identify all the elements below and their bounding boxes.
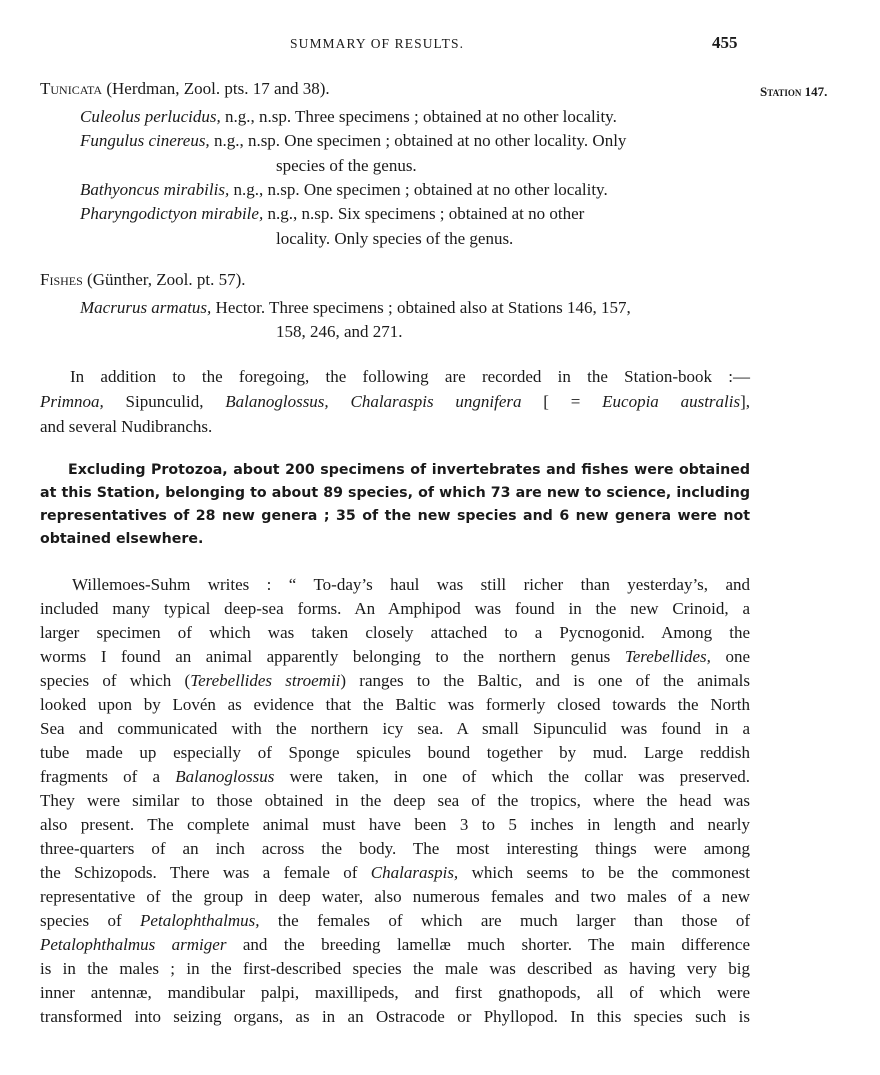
quote-line-8: tube made up especially of Sponge spicules bound together by mud. Large reddish [40, 743, 750, 762]
quote-line-19: transformed into seizing organs, as in an Ostracode or Phyllopod. In this species such is [40, 1007, 750, 1026]
taxon-sipunculid: Sipunculid, [103, 392, 226, 411]
tunicata-entry-2 [80, 131, 626, 151]
taxon-terebellides: Terebellides, [624, 647, 711, 666]
quote-line-7: Sea and communicated with the northern icy sea. A small Sipunculid was found in a [40, 719, 750, 738]
text-run: the Schizopods. There was a female of [40, 863, 371, 882]
summary-line-3: representatives of 28 new genera ; 35 of the new species and 6 new genera were not [40, 508, 750, 524]
fishes-heading [40, 270, 245, 290]
species-note: n.g., n.sp. One specimen ; obtained at no other locality. [233, 180, 608, 199]
text-run: were taken, in one of which the collar was preserved. [274, 767, 751, 786]
species-name: Macrurus armatus, [80, 298, 212, 317]
text-run: species of [40, 911, 141, 930]
tunicata-heading-title: Tunicata [40, 79, 103, 98]
addition-line-3: and several Nudibranchs. [40, 417, 213, 436]
quote-line-17: is in the males ; in the first-described species the male was described as having very big [40, 959, 750, 978]
summary-line-2: at this Station, belonging to about 89 species, of which 73 are new to science, including [40, 485, 750, 501]
text-run: fragments of a [40, 767, 176, 786]
addition-line-2 [40, 392, 750, 412]
quote-line-3: larger specimen of which was taken closely attached to a Pycnogonid. Among the [40, 623, 750, 642]
taxon-petalophthalmus: Petalophthalmus, [140, 911, 260, 930]
quote-line-4 [40, 647, 750, 667]
addition-line-1: In addition to the foregoing, the following are recorded in the Station-book :— [70, 367, 750, 386]
text-run: ) ranges to the Baltic, and is one of the animals [340, 671, 750, 690]
bracket-open: [ = [521, 392, 603, 411]
quote-line-2: included many typical deep-sea forms. An Amphipod was found in the new Crinoid, a [40, 599, 750, 618]
fishes-entry-cont: 158, 246, and 271. [276, 322, 403, 341]
quote-line-12: three-quarters of an inch across the body. The most interesting things were among [40, 839, 750, 858]
tunicata-entry-4-cont: locality. Only species of the genus. [276, 229, 514, 248]
quote-line-1: Willemoes-Suhm writes : “ To-day’s haul was still richer than yesterday’s, and [72, 575, 750, 594]
tunicata-entry-4 [80, 204, 584, 224]
tunicata-entry-3 [80, 180, 608, 200]
species-name: Culeolus perlucidus, [80, 107, 221, 126]
fishes-heading-title: Fishes [40, 270, 83, 289]
species-note: Hector. Three specimens ; obtained also at Stations 146, 157, [215, 298, 631, 317]
tunicata-heading [40, 79, 330, 99]
taxon-balanoglossus: Balanoglossus, [225, 392, 329, 411]
taxon-terebellides-stroemii: Terebellides stroemii [190, 671, 341, 690]
taxon-chalaraspis: Chalaraspis, [370, 863, 459, 882]
quote-line-18: inner antennæ, mandibular palpi, maxillipeds, and first gnathopods, all of which were [40, 983, 750, 1002]
taxon-primnoa: Primnoa, [40, 392, 104, 411]
quote-line-14: representative of the group in deep water, also numerous females and two males of a new [40, 887, 750, 906]
fishes-entry [80, 298, 631, 318]
tunicata-entry-2-cont: species of the genus. [276, 156, 417, 175]
species-note: n.g., n.sp. Six specimens ; obtained at no other [267, 204, 585, 223]
station-label: Station 147. [760, 84, 828, 99]
species-name: Bathyoncus mirabilis, [80, 180, 230, 199]
text-run: one [710, 647, 751, 666]
tunicata-entry-1 [80, 107, 617, 127]
summary-line-4: obtained elsewhere. [40, 531, 204, 547]
quote-line-6: looked upon by Lovén as evidence that the Baltic was formerly closed towards the North [40, 695, 750, 714]
species-note: n.g., n.sp. One specimen ; obtained at no other locality. Only [213, 131, 627, 150]
taxon-petalophthalmus-armiger: Petalophthalmus armiger [40, 935, 227, 954]
species-name: Fungulus cinereus, [80, 131, 210, 150]
quote-line-13 [40, 863, 750, 883]
text-run: and the breeding lamellæ much shorter. The main difference [226, 935, 750, 954]
fishes-heading-ref: (Günther, Zool. pt. 57). [87, 270, 246, 289]
taxon-eucopia: Eucopia australis [602, 392, 741, 411]
quote-line-9 [40, 767, 750, 787]
tunicata-heading-ref: (Herdman, Zool. pts. 17 and 38). [106, 79, 330, 98]
quote-line-10: They were similar to those obtained in the deep sea of the tropics, where the head was [40, 791, 750, 810]
text-run: the females of which are much larger than those of [259, 911, 750, 930]
species-note: n.g., n.sp. Three specimens ; obtained at no other locality. [224, 107, 617, 126]
quote-line-11: also present. The complete animal must have been 3 to 5 inches in length and nearly [40, 815, 750, 834]
text-run: which seems to be the commonest [458, 863, 750, 882]
quote-line-5 [40, 671, 750, 691]
taxon-balanoglossus: Balanoglossus [175, 767, 275, 786]
quote-line-16 [40, 935, 750, 955]
taxon-chalaraspis: Chalaraspis ungnifera [328, 392, 522, 411]
running-title: SUMMARY OF RESULTS. [290, 36, 465, 51]
summary-line-1: Excluding Protozoa, about 200 specimens of invertebrates and fishes were obtained [68, 462, 750, 478]
quote-line-15 [40, 911, 750, 931]
species-name: Pharyngodictyon mirabile, [80, 204, 264, 223]
page-number: 455 [712, 33, 738, 52]
bracket-close: ], [740, 392, 751, 411]
text-run: worms I found an animal apparently belonging to the northern genus [40, 647, 625, 666]
text-run: species of which ( [40, 671, 191, 690]
